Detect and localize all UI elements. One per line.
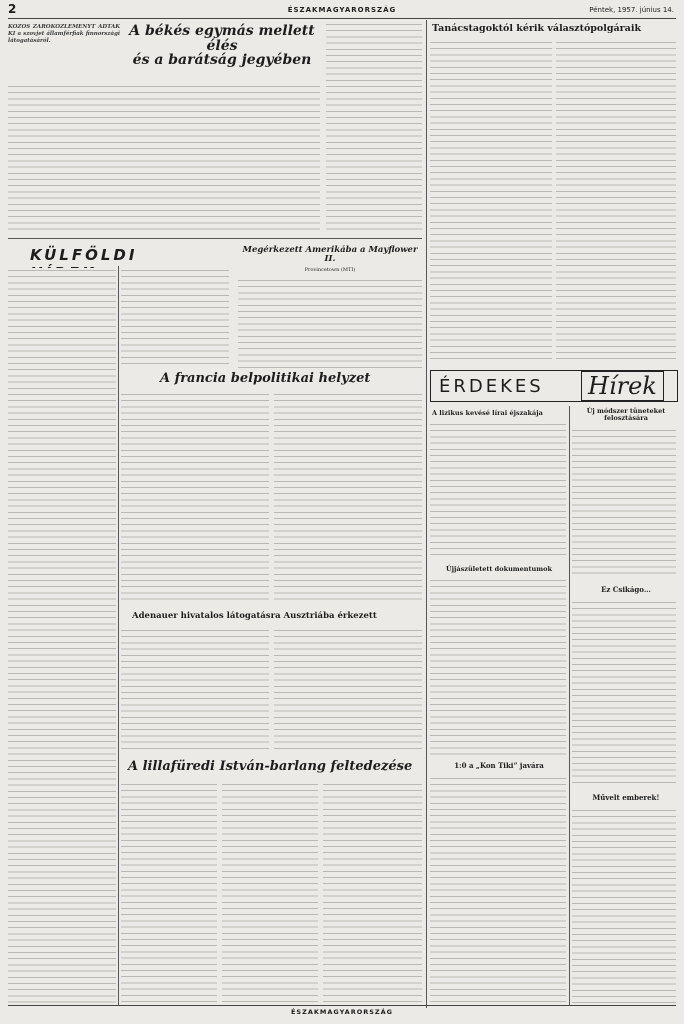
tanacs-title: Tanácstagoktól kérik választópolgáraik <box>432 23 642 34</box>
france-body-2 <box>274 392 422 602</box>
erdekes-item-6-title: Művelt emberek! <box>592 793 660 802</box>
lead-title-line1: A békés egymás mellett élés <box>129 23 315 54</box>
erdekes-item-4-title: 1:0 a „Kon Tiki” javára <box>454 761 544 770</box>
masthead: ÉSZAKMAGYARORSZÁG <box>287 6 397 14</box>
erdekes-item-2-body <box>572 428 676 578</box>
erdekes-item-5-title: Ez Csikágo… <box>601 585 651 594</box>
footer-masthead: ÉSZAKMAGYARORSZÁG <box>290 1008 393 1016</box>
rule-v-main <box>426 20 427 1008</box>
hirek-word: Hírek <box>581 371 664 401</box>
lead-title-line2: és a barátság jegyében <box>132 52 312 69</box>
erdekes-banner <box>430 370 678 402</box>
kulfoldi-title: KÜLFÖLDI <box>30 246 138 264</box>
issue-date: Péntek, 1957. június 14. <box>589 6 674 14</box>
page-number: 2 <box>8 2 17 16</box>
erdekes-item-5-body <box>572 600 676 786</box>
lead-intro: KÖZÖS ZÁRÓKÖZLEMÉNYT ADTAK KI a szovjet államférfiak finnországi látogatásáról. <box>8 24 120 44</box>
france-body-1 <box>121 392 269 602</box>
lead-body-left <box>8 84 320 232</box>
page-header <box>8 4 676 19</box>
adenauer-body-2 <box>274 628 422 754</box>
rule-v-right <box>569 406 570 1006</box>
erdekes-item-3-title: Újjászületett dokumentumok <box>446 565 552 573</box>
adenauer-body-1 <box>121 628 269 754</box>
barlang-body-3 <box>323 782 422 1004</box>
erdekes-item-1-title: A lizikus kevésé lírai éjszakája <box>432 409 543 417</box>
adenauer-title: Adenauer hivatalos látogatásra Ausztriába érkezett <box>132 611 377 621</box>
erdekes-item-1-body <box>430 422 566 558</box>
tanacs-body-2 <box>556 40 676 362</box>
mayflower-body <box>238 278 422 368</box>
rule-v1 <box>118 266 119 1006</box>
page-footer <box>8 1005 676 1018</box>
lead-title <box>124 23 320 69</box>
erdekes-item-4-body <box>430 776 566 1004</box>
erdekes-item-2-title: Új módszer tüneteket felosztására <box>586 407 666 423</box>
mayflower-title: Megérkezett Amerikába a Mayflower II. Provincetown (MTI) <box>238 246 422 273</box>
lead-body-right <box>326 22 422 232</box>
erdekes-word: ÉRDEKES <box>439 376 544 397</box>
france-title: A francia belpolitikai helyzet <box>160 371 371 386</box>
rule-lead-bottom <box>8 238 422 239</box>
barlang-body-2 <box>222 782 318 1004</box>
kulfoldi-col2 <box>121 268 229 366</box>
kulfoldi-col1 <box>8 268 116 1004</box>
erdekes-item-3-body <box>430 578 566 756</box>
barlang-title: A lillafüredi István-barlang feltedezése <box>128 759 413 774</box>
tanacs-body-1 <box>430 40 552 362</box>
mayflower-dateline: Provincetown (MTI) <box>304 266 356 273</box>
erdekes-item-6-body <box>572 808 676 1004</box>
barlang-body-1 <box>121 782 217 1004</box>
